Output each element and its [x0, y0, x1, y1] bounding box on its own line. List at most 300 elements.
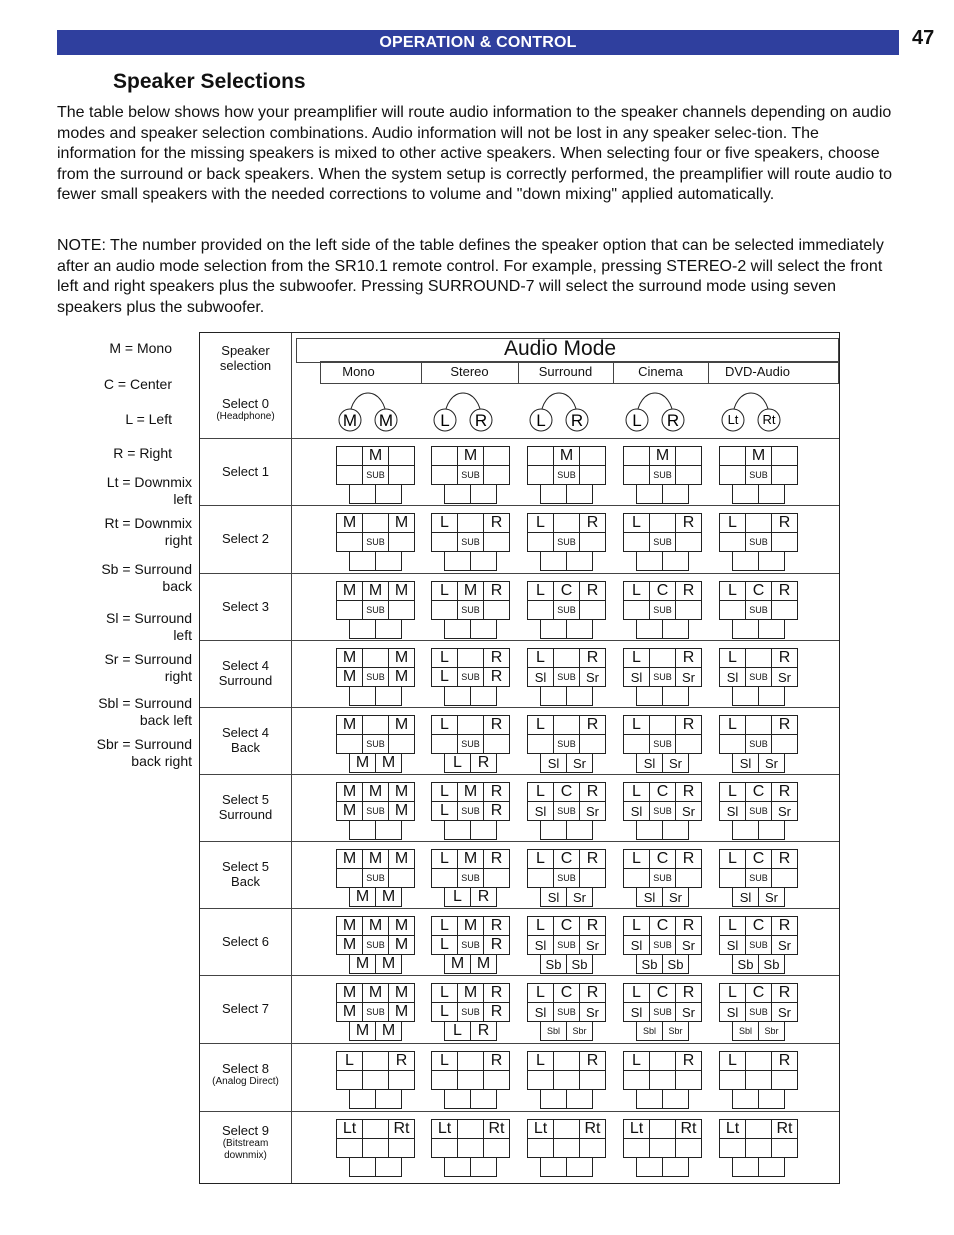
speaker-box: L: [623, 648, 650, 668]
speaker-box: [336, 446, 363, 466]
subwoofer-box: SUB: [362, 532, 389, 552]
speaker-box: [388, 465, 415, 485]
subwoofer-box: SUB: [362, 801, 389, 821]
subwoofer-box: SUB: [457, 801, 484, 821]
speaker-box: R: [771, 782, 798, 802]
speaker-box: Rt: [675, 1119, 702, 1139]
speaker-box: [745, 1119, 772, 1139]
legend-line: L = Left: [125, 411, 172, 427]
speaker-box: Sb: [566, 954, 593, 974]
speaker-box: [662, 1089, 689, 1109]
speaker-box: [758, 1089, 785, 1109]
speaker-box: [745, 715, 772, 735]
speaker-box: R: [483, 983, 510, 1003]
speaker-box: [444, 820, 471, 840]
speaker-box: Sb: [732, 954, 759, 974]
speaker-box: R: [579, 513, 606, 533]
speaker-box: [431, 465, 458, 485]
subwoofer-box: SUB: [745, 465, 772, 485]
subwoofer-box: SUB: [745, 600, 772, 620]
speaker-box: M: [336, 782, 363, 802]
speaker-box: C: [649, 983, 676, 1003]
speaker-box: R: [483, 801, 510, 821]
speaker-box: C: [649, 916, 676, 936]
speaker-box: R: [388, 1051, 415, 1071]
speaker-box: L: [719, 581, 746, 601]
section-header-bar: [57, 30, 899, 55]
speaker-box: [649, 1051, 676, 1071]
speaker-box: M: [362, 581, 389, 601]
speaker-box: L: [527, 715, 554, 735]
speaker-box: L: [527, 916, 554, 936]
speaker-box: Sr: [566, 887, 593, 907]
speaker-box: [483, 532, 510, 552]
subwoofer-box: SUB: [553, 667, 580, 687]
speaker-box: [457, 1119, 484, 1139]
speaker-box: R: [483, 648, 510, 668]
speaker-box: L: [527, 1051, 554, 1071]
speaker-box: Sbr: [566, 1021, 593, 1041]
legend-line: back left: [139, 712, 192, 728]
row-label-line: Select 6: [222, 933, 269, 949]
speaker-box: L: [444, 1021, 471, 1041]
speaker-box: R: [771, 1051, 798, 1071]
subwoofer-box: SUB: [649, 935, 676, 955]
headphone-icon: [623, 387, 687, 435]
speaker-box: L: [527, 513, 554, 533]
speaker-box: L: [527, 648, 554, 668]
speaker-box: Sl: [719, 667, 746, 687]
speaker-box: [527, 868, 554, 888]
speaker-box: [527, 600, 554, 620]
mode-label-stereo: Stereo: [450, 364, 489, 379]
subwoofer-box: SUB: [553, 868, 580, 888]
speaker-box: [527, 532, 554, 552]
earcup-label: Rt: [762, 412, 776, 427]
speaker-box: [470, 551, 497, 571]
speaker-box: [388, 446, 415, 466]
speaker-box: [623, 600, 650, 620]
row-label-line: Surround: [218, 806, 273, 822]
speaker-box: Lt: [719, 1119, 746, 1139]
speaker-box: L: [623, 513, 650, 533]
speaker-box: [336, 532, 363, 552]
speaker-box: M: [349, 887, 376, 907]
speaker-box: [375, 820, 402, 840]
speaker-box: [336, 868, 363, 888]
speaker-box: R: [470, 753, 497, 773]
speaker-box: [675, 1138, 702, 1158]
speaker-box: [375, 551, 402, 571]
speaker-box: [662, 1157, 689, 1177]
subwoofer-box: SUB: [362, 600, 389, 620]
row-divider: [200, 1111, 839, 1112]
speaker-box: [636, 820, 663, 840]
speaker-box: [636, 1157, 663, 1177]
speaker-box: L: [431, 667, 458, 687]
speaker-box: R: [579, 648, 606, 668]
speaker-box: M: [388, 513, 415, 533]
speaker-box: Sr: [579, 1002, 606, 1022]
subwoofer-box: SUB: [362, 868, 389, 888]
speaker-box: R: [483, 513, 510, 533]
speaker-box: Sl: [527, 1002, 554, 1022]
speaker-box: Sbl: [636, 1021, 663, 1041]
row-divider: [200, 975, 839, 976]
speaker-box: M: [362, 849, 389, 869]
legend-line: left: [173, 491, 192, 507]
speaker-box: [771, 532, 798, 552]
speaker-box: [553, 1051, 580, 1071]
subwoofer-box: SUB: [649, 734, 676, 754]
speaker-box: L: [719, 513, 746, 533]
speaker-box: M: [457, 983, 484, 1003]
corner-line: selection: [219, 358, 272, 373]
speaker-box: [649, 715, 676, 735]
speaker-box: [553, 1070, 580, 1090]
speaker-box: [349, 686, 376, 706]
speaker-box: [362, 1138, 389, 1158]
speaker-box: Sl: [732, 887, 759, 907]
legend-line: Sbr = Surround: [96, 736, 192, 752]
speaker-box: [388, 600, 415, 620]
speaker-box: [771, 734, 798, 754]
speaker-box: M: [336, 667, 363, 687]
speaker-box: L: [527, 782, 554, 802]
row-label-note: (Headphone): [216, 410, 275, 422]
speaker-box: L: [719, 983, 746, 1003]
speaker-box: R: [579, 715, 606, 735]
earcup-label: R: [666, 411, 680, 430]
speaker-box: [719, 734, 746, 754]
subwoofer-box: SUB: [553, 600, 580, 620]
row-divider: [200, 573, 839, 574]
legend-entry: [60, 515, 192, 549]
speaker-box: R: [470, 1021, 497, 1041]
speaker-box: M: [553, 446, 580, 466]
subwoofer-box: SUB: [649, 801, 676, 821]
speaker-box: [375, 619, 402, 639]
subwoofer-box: SUB: [745, 868, 772, 888]
speaker-box: [623, 868, 650, 888]
speaker-box: M: [336, 849, 363, 869]
legend-line: Rt = Downmix: [104, 515, 192, 531]
speaker-box: L: [431, 581, 458, 601]
speaker-box: L: [719, 1051, 746, 1071]
speaker-box: M: [745, 446, 772, 466]
speaker-box: [457, 1070, 484, 1090]
row-label-line: Select 7: [222, 1001, 269, 1016]
subwoofer-box: SUB: [553, 465, 580, 485]
speaker-box: R: [579, 983, 606, 1003]
speaker-box: [349, 1157, 376, 1177]
subwoofer-box: SUB: [745, 667, 772, 687]
speaker-box: R: [579, 916, 606, 936]
speaker-box: M: [336, 648, 363, 668]
row-label-line: Back: [231, 739, 260, 755]
row-label: [200, 792, 291, 822]
speaker-box: [675, 446, 702, 466]
speaker-box: R: [675, 916, 702, 936]
speaker-box: [540, 551, 567, 571]
legend-line: back right: [131, 753, 192, 769]
speaker-box: [636, 484, 663, 504]
row-label: [200, 464, 291, 479]
speaker-box: [431, 868, 458, 888]
speaker-box: [636, 619, 663, 639]
speaker-box: [662, 551, 689, 571]
speaker-box: M: [457, 916, 484, 936]
speaker-box: [362, 648, 389, 668]
row-label-line: Select 3: [222, 598, 269, 614]
mode-label-cinema: Cinema: [638, 364, 683, 379]
subwoofer-box: SUB: [553, 1002, 580, 1022]
mode-label-surround: Surround: [538, 364, 593, 379]
speaker-box: [470, 686, 497, 706]
earcup-label: M: [342, 411, 358, 430]
legend-line: Lt = Downmix: [106, 474, 192, 490]
speaker-box: M: [362, 983, 389, 1003]
speaker-box: [444, 619, 471, 639]
speaker-box: R: [579, 1051, 606, 1071]
row-divider: [200, 908, 839, 909]
speaker-box: [470, 1089, 497, 1109]
speaker-box: [719, 1138, 746, 1158]
speaker-box: [675, 868, 702, 888]
subwoofer-box: SUB: [649, 532, 676, 552]
speaker-box: Sr: [771, 667, 798, 687]
row-divider: [200, 774, 839, 775]
legend-entry: [60, 651, 192, 685]
speaker-box: M: [388, 782, 415, 802]
speaker-box: [483, 446, 510, 466]
speaker-box: R: [579, 581, 606, 601]
speaker-box: Sl: [732, 753, 759, 773]
speaker-box: [758, 619, 785, 639]
speaker-box: M: [388, 801, 415, 821]
speaker-box: Sl: [527, 801, 554, 821]
earcup-label: L: [536, 411, 546, 430]
speaker-box: [527, 1138, 554, 1158]
speaker-box: [431, 600, 458, 620]
speaker-box: [553, 648, 580, 668]
speaker-box: Sl: [527, 667, 554, 687]
row-divider: [200, 1043, 839, 1044]
row-divider: [200, 505, 839, 506]
speaker-box: [388, 734, 415, 754]
row-label-note: (Bitstream downmix): [222, 1138, 269, 1161]
speaker-box: [540, 484, 567, 504]
speaker-box: Lt: [431, 1119, 458, 1139]
legend-entry: [60, 411, 172, 428]
speaker-box: M: [457, 782, 484, 802]
speaker-box: C: [745, 983, 772, 1003]
speaker-box: R: [675, 513, 702, 533]
speaker-box: [579, 868, 606, 888]
speaker-selection-table: [199, 332, 840, 1184]
subwoofer-box: SUB: [745, 532, 772, 552]
speaker-box: R: [483, 667, 510, 687]
speaker-box: Sl: [623, 801, 650, 821]
speaker-box: L: [623, 983, 650, 1003]
speaker-box: C: [649, 849, 676, 869]
speaker-box: [579, 734, 606, 754]
speaker-box: L: [719, 849, 746, 869]
speaker-box: [566, 484, 593, 504]
section-title: OPERATION & CONTROL: [379, 33, 577, 51]
row-label: [200, 859, 291, 889]
speaker-box: L: [623, 916, 650, 936]
speaker-box: R: [470, 887, 497, 907]
speaker-box: [771, 465, 798, 485]
speaker-box: C: [553, 983, 580, 1003]
speaker-box: R: [483, 581, 510, 601]
speaker-box: M: [388, 916, 415, 936]
speaker-box: [457, 715, 484, 735]
speaker-box: [732, 1157, 759, 1177]
speaker-box: C: [553, 849, 580, 869]
speaker-box: [579, 465, 606, 485]
corner-label: [200, 343, 291, 373]
speaker-box: M: [336, 983, 363, 1003]
subwoofer-box: SUB: [362, 734, 389, 754]
legend-line: Sl = Surround: [106, 610, 192, 626]
speaker-box: M: [349, 753, 376, 773]
speaker-box: Sr: [771, 935, 798, 955]
speaker-box: [349, 1089, 376, 1109]
speaker-box: [579, 532, 606, 552]
earcup-label: Lt: [727, 412, 739, 427]
speaker-box: M: [336, 513, 363, 533]
row-label-line: Select 9: [222, 1123, 269, 1138]
earcup-label: R: [474, 411, 488, 430]
speaker-box: [579, 446, 606, 466]
speaker-box: [771, 1070, 798, 1090]
speaker-box: [457, 1051, 484, 1071]
legend-line: Sr = Surround: [104, 651, 192, 667]
row-label: [200, 934, 291, 949]
speaker-box: M: [388, 667, 415, 687]
speaker-box: [444, 1157, 471, 1177]
speaker-box: M: [375, 753, 402, 773]
speaker-box: [649, 1070, 676, 1090]
subwoofer-box: SUB: [745, 734, 772, 754]
note-paragraph: NOTE: The number provided on the left side of the table defines the speaker option that can be selected immediately after an audio mode selection from the SR10.1 remote control. For example, pressing STEREO-2 will select the front left and right speakers plus the subwoofer. Pressing SURROUND-7 will select the surround mode using seven speakers plus the subwoofer.: [57, 237, 884, 316]
speaker-box: [336, 1138, 363, 1158]
corner-line: Speaker: [221, 343, 270, 358]
speaker-box: [745, 513, 772, 533]
legend-line: C = Center: [103, 376, 172, 392]
speaker-box: [336, 465, 363, 485]
speaker-box: [719, 446, 746, 466]
speaker-box: L: [431, 513, 458, 533]
speaker-box: M: [457, 581, 484, 601]
speaker-box: M: [362, 916, 389, 936]
speaker-box: R: [483, 916, 510, 936]
subwoofer-box: SUB: [553, 532, 580, 552]
speaker-box: C: [553, 782, 580, 802]
speaker-box: [771, 868, 798, 888]
speaker-box: M: [336, 715, 363, 735]
subwoofer-box: SUB: [362, 667, 389, 687]
earcup-label: L: [440, 411, 450, 430]
headphone-icon: [431, 387, 495, 435]
speaker-box: [566, 619, 593, 639]
legend-line: left: [173, 627, 192, 643]
speaker-box: [758, 820, 785, 840]
subwoofer-box: SUB: [553, 734, 580, 754]
row-label: [200, 658, 291, 688]
speaker-box: Sr: [758, 887, 785, 907]
speaker-box: [745, 1051, 772, 1071]
row-label: [200, 1123, 291, 1162]
speaker-box: C: [553, 581, 580, 601]
speaker-box: R: [771, 513, 798, 533]
row-label-line: Select 4: [222, 657, 269, 673]
speaker-box: [771, 600, 798, 620]
speaker-box: [553, 1138, 580, 1158]
speaker-box: [566, 1089, 593, 1109]
speaker-box: L: [431, 648, 458, 668]
speaker-box: R: [771, 715, 798, 735]
legend-line: Sb = Surround: [101, 561, 192, 577]
page-number: 47: [912, 27, 935, 49]
speaker-box: M: [388, 648, 415, 668]
speaker-box: M: [336, 916, 363, 936]
speaker-box: M: [349, 954, 376, 974]
speaker-box: [675, 532, 702, 552]
speaker-box: Sr: [675, 667, 702, 687]
subwoofer-box: SUB: [362, 1002, 389, 1022]
speaker-box: [623, 446, 650, 466]
speaker-box: [623, 1070, 650, 1090]
speaker-box: L: [431, 916, 458, 936]
speaker-box: Sl: [719, 935, 746, 955]
legend-line: Sbl = Surround: [98, 695, 192, 711]
speaker-box: Sl: [719, 1002, 746, 1022]
speaker-box: [675, 1070, 702, 1090]
subwoofer-box: SUB: [745, 1002, 772, 1022]
speaker-box: Sr: [758, 753, 785, 773]
speaker-box: [649, 1119, 676, 1139]
speaker-box: [636, 686, 663, 706]
legend-entry: [60, 561, 192, 595]
speaker-box: R: [483, 715, 510, 735]
speaker-box: [636, 551, 663, 571]
speaker-box: [732, 1089, 759, 1109]
speaker-box: [675, 600, 702, 620]
speaker-box: [388, 868, 415, 888]
speaker-box: L: [431, 801, 458, 821]
speaker-box: [349, 484, 376, 504]
speaker-box: [431, 734, 458, 754]
speaker-box: M: [444, 954, 471, 974]
speaker-box: Sr: [771, 1002, 798, 1022]
speaker-box: Sbl: [540, 1021, 567, 1041]
speaker-box: [566, 551, 593, 571]
speaker-box: M: [388, 581, 415, 601]
speaker-box: [649, 1138, 676, 1158]
row-label: [200, 531, 291, 546]
row-label-line: Select 8: [222, 1061, 269, 1076]
speaker-box: [719, 868, 746, 888]
speaker-box: [362, 513, 389, 533]
row-label: [200, 1061, 291, 1088]
speaker-box: [579, 1070, 606, 1090]
row-label-line: Select 1: [222, 463, 269, 479]
speaker-box: [771, 1138, 798, 1158]
speaker-box: R: [483, 1002, 510, 1022]
